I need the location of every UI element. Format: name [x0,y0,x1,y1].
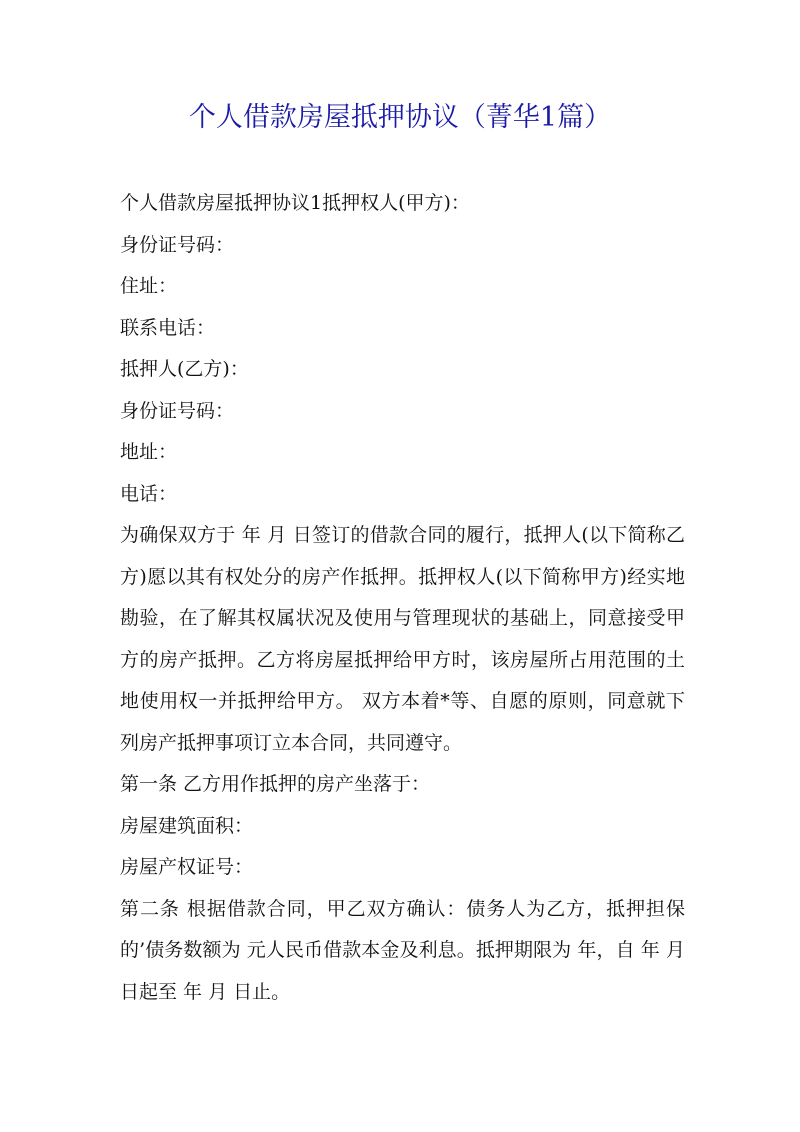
paragraph-mortgagee-phone: 联系电话： [120,316,216,339]
document-title: 个人借款房屋抵押协议（菁华1篇） [188,102,612,133]
paragraph-mortgagee-address: 住址： [120,275,178,297]
document-body [120,183,685,1013]
paragraph-article-1: 第一条 乙方用作抵押的房产坐落于： [120,773,431,795]
paragraph-mortgagor-id: 身份证号码： [120,399,235,422]
paragraph-property-cert: 房屋产权证号： [120,856,254,878]
paragraph-preamble: 为确保双方于 年 月 日签订的借款合同的履行，抵押人(以下简称乙方)愿以其有权处分的房产作抵押。抵押权人(以下简称甲方)经实地勘验，在了解其权属状况及使用与管理现状的基础上，同意接受甲方的房产抵押。乙方将房屋抵押给甲方时，该房屋所占用范围的土地使用权一并抵押给甲方。 双方本着*等、自愿的原则，同意就下列房产抵押事项订立本合同，共同遵守。 [120,524,685,754]
paragraph-mortgagee-id: 身份证号码： [120,233,235,256]
paragraph-mortgagee: 个人借款房屋抵押协议1抵押权人(甲方)： [120,192,470,214]
paragraph-mortgagor: 抵押人(乙方)： [120,358,249,380]
paragraph-mortgagor-address: 地址： [120,441,178,463]
paragraph-article-2: 第二条 根据借款合同，甲乙双方确认：债务人为乙方，抵押担保的’债务数额为 元人民币借款本金及利息。抵押期限为 年，自 年 月 日起至 年 月 日止。 [120,897,685,1003]
paragraph-building-area: 房屋建筑面积： [120,814,254,837]
paragraph-mortgagor-phone: 电话： [120,482,178,505]
